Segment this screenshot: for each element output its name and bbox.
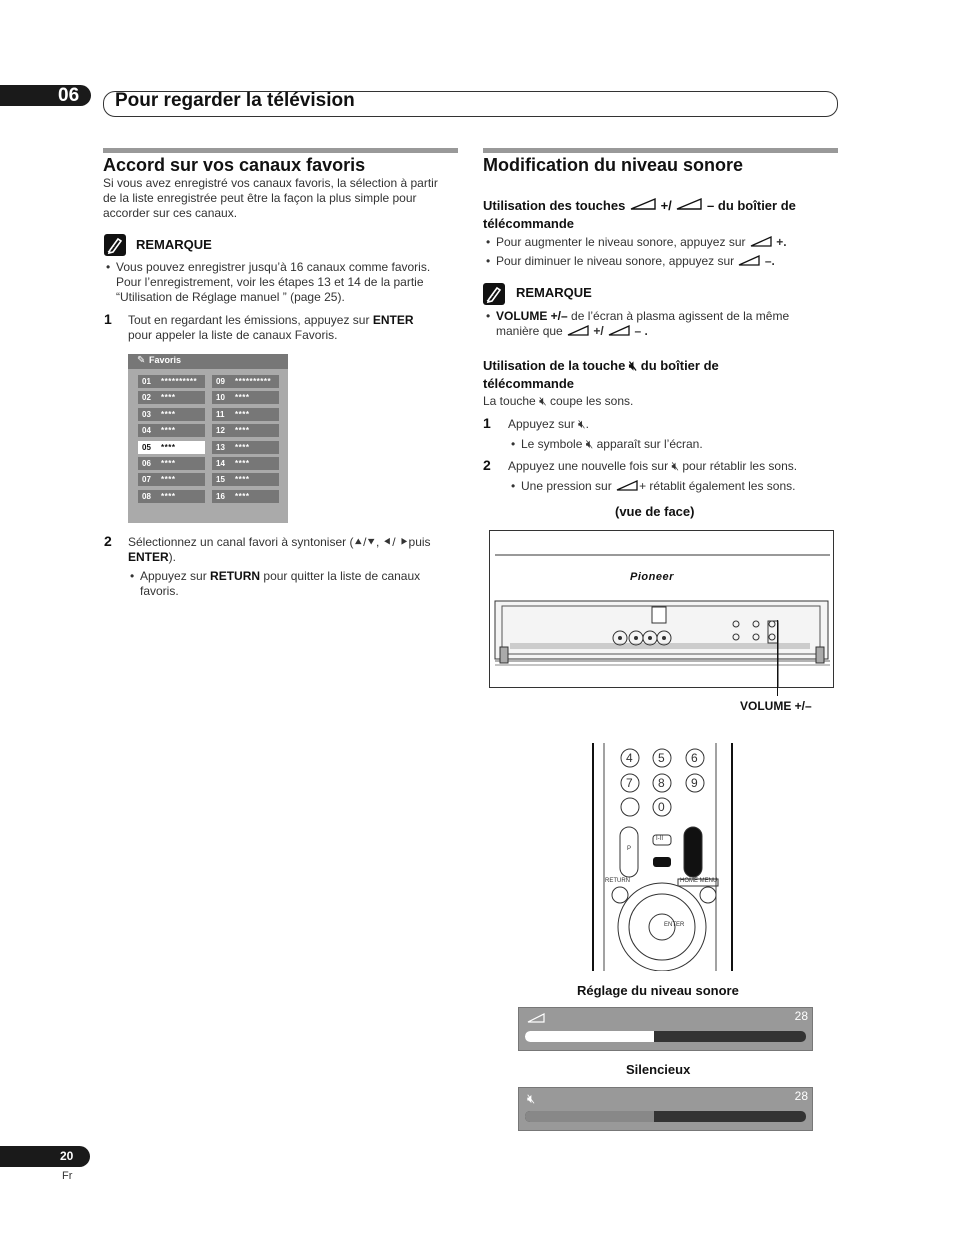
mute-step2: Appuyez une nouvelle fois sur 🔇︎ pour rétablir les sons. (508, 459, 798, 473)
note-bullet: • Vous pouvez enregistrer jusqu’à 16 canaux comme favoris. Pour l’enregistrement, voir les étapes 13 et 14 de la partie “Utilisation de Réglage manuel ” (page 25). (106, 260, 431, 304)
mute-step1: Appuyez sur 🔇︎. (508, 417, 589, 431)
note-bullet-volume: • VOLUME +/– de l’écran à plasma agissent de la même manière que +/ – . (486, 309, 790, 338)
step-number: 2 (483, 457, 491, 473)
note-label: REMARQUE (136, 237, 212, 252)
remote-p-label: P (627, 846, 632, 852)
front-view-caption: (vue de face) (615, 504, 695, 519)
subheading-volume-keys: Utilisation des touches +/ – du boîtier de télécommande (483, 198, 796, 231)
favorite-channel-item[interactable]: 03 **** (138, 408, 205, 421)
favorite-channel-item[interactable]: 10 **** (212, 391, 279, 404)
volume-callout: VOLUME +/– (740, 699, 812, 713)
chapter-title: Pour regarder la télévision (115, 90, 355, 111)
mute-step2-bullet: • Une pression sur + rétablit également les sons. (511, 479, 796, 493)
volume-fill (525, 1031, 654, 1042)
mute-osd (518, 1087, 813, 1131)
favorite-channel-item[interactable]: 15 **** (212, 473, 279, 486)
volume-track (525, 1031, 806, 1042)
volume-icon (527, 1011, 545, 1026)
language-code: Fr (62, 1170, 73, 1182)
pencil-icon: ✎ (137, 355, 146, 366)
remote-digit-button: 9 (691, 776, 698, 790)
remote-digit-button: 4 (626, 751, 633, 765)
mute-caption: Silencieux (626, 1062, 691, 1077)
volume-icon (749, 235, 773, 247)
tv-front-panel (489, 530, 834, 688)
favorite-channel-item[interactable]: 13 **** (212, 441, 279, 454)
intro-text: Si vous avez enregistré vos canaux favoris, la sélection à partir de la liste enregistrée peut être la façon la plus simple pour accorder sur ces canaux. (103, 176, 438, 220)
section-title-volume: Modification du niveau sonore (483, 155, 744, 175)
callout-line (777, 620, 778, 696)
section-bar-right (483, 148, 838, 153)
brand-logo: Pioneer (630, 571, 674, 583)
mute-track (525, 1111, 806, 1122)
step-number: 1 (104, 311, 112, 327)
mute-value: 28 (794, 1089, 808, 1103)
volume-icon (615, 479, 639, 491)
remote-digit-button: 7 (626, 776, 633, 790)
step2-bullet: • Appuyez sur RETURN pour quitter la liste de canaux favoris. (130, 569, 421, 598)
speaker-mute-icon: 🔇︎ (585, 437, 594, 451)
volume-level-osd (518, 1007, 813, 1051)
favorite-channel-item[interactable]: 12 **** (212, 424, 279, 437)
page-badge (0, 1146, 90, 1167)
favorite-channel-item[interactable]: 11 **** (212, 408, 279, 421)
speaker-mute-icon: 🔇︎ (539, 394, 547, 408)
level-caption: Réglage du niveau sonore (577, 983, 739, 998)
subheading-mute-key: Utilisation de la touche 🔇︎ du boîtier de télécommande (483, 358, 719, 391)
favorite-channel-item[interactable]: 02 **** (138, 391, 205, 404)
note-icon (483, 283, 505, 305)
step1-text: Tout en regardant les émissions, appuyez sur ENTER pour appeler la liste de canaux Favoris. (128, 313, 414, 342)
speaker-mute-icon: 🔇︎ (628, 358, 638, 373)
remote-digit-button: 0 (658, 800, 665, 814)
favorite-channel-item[interactable]: 04 **** (138, 424, 205, 437)
favorite-channel-item[interactable]: 14 **** (212, 457, 279, 470)
volume-value: 28 (794, 1009, 808, 1023)
note-label: REMARQUE (516, 285, 592, 300)
remote-digit-button: 8 (658, 776, 665, 790)
page-number: 20 (60, 1149, 74, 1163)
step-number: 1 (483, 415, 491, 431)
volume-icon (675, 197, 703, 211)
volume-down-bullet: • Pour diminuer le niveau sonore, appuyez sur –. (486, 254, 775, 268)
remote-return-label: RETURN (605, 878, 630, 884)
chapter-number: 06 (58, 85, 80, 106)
note-icon (104, 234, 126, 256)
section-bar-left (103, 148, 458, 153)
mute-step1-bullet: • Le symbole 🔇︎ apparaît sur l’écran. (511, 437, 703, 451)
volume-icon (629, 197, 657, 211)
favorite-channel-item[interactable]: 05 **** (138, 441, 205, 454)
remote-i-ii-label: I-II (656, 836, 663, 842)
section-title-favorites: Accord sur vos canaux favoris (103, 155, 366, 175)
remote-digit-button: 6 (691, 751, 698, 765)
favorite-channel-item[interactable]: 16 **** (212, 490, 279, 503)
favorites-title: Favoris (149, 355, 182, 365)
speaker-mute-icon: 🔇︎ (578, 417, 586, 431)
speaker-mute-icon: 🔇︎ (671, 459, 680, 473)
speaker-mute-icon: 🔇︎ (527, 1091, 536, 1106)
favorite-channel-item[interactable]: 01 ********** (138, 375, 205, 388)
volume-icon (607, 324, 631, 336)
mute-description: La touche 🔇︎ coupe les sons. (483, 394, 634, 408)
favorite-channel-item[interactable]: 07 **** (138, 473, 205, 486)
favorite-channel-item[interactable]: 06 **** (138, 457, 205, 470)
favorite-channel-item[interactable]: 09 ********** (212, 375, 279, 388)
step-number: 2 (104, 533, 112, 549)
remote-home-label: HOME MENU (680, 878, 718, 884)
mute-fill (525, 1111, 654, 1122)
step2-text: Sélectionnez un canal favori à syntoniser (⯅/⯆, ⯇/ ⯈puis ENTER). (128, 535, 431, 564)
volume-icon (737, 254, 761, 266)
remote-enter-label: ENTER (664, 922, 685, 928)
volume-up-bullet: • Pour augmenter le niveau sonore, appuyez sur +. (486, 235, 787, 249)
favorite-channel-item[interactable]: 08 **** (138, 490, 205, 503)
remote-digit-button: 5 (658, 751, 665, 765)
volume-icon (566, 324, 590, 336)
